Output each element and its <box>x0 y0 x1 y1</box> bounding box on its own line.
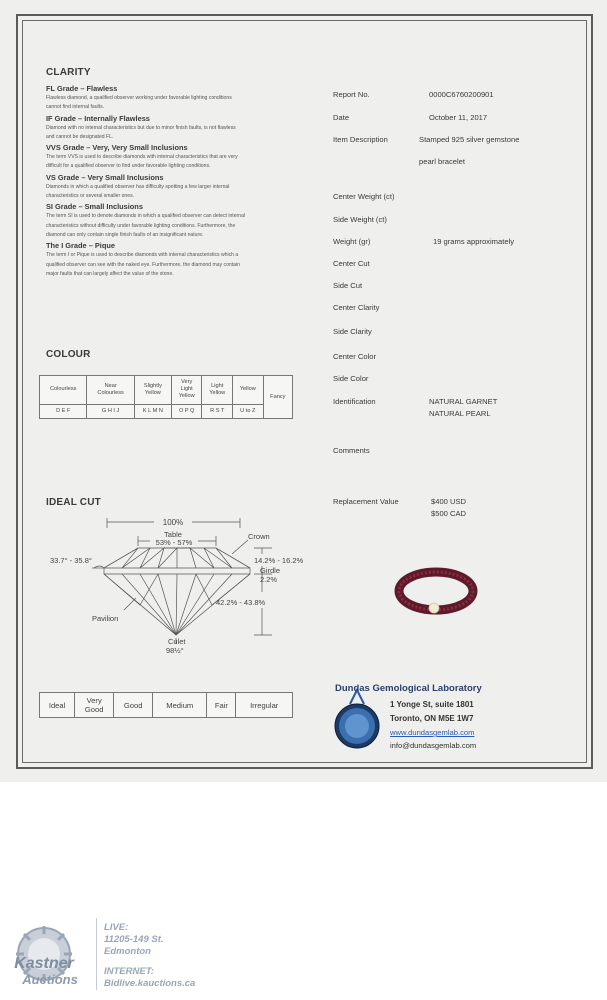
clarity-grade-description: Diamonds in which a qualified observer has difficulty spotting a few larger internal <box>46 183 230 190</box>
colour-name: Light <box>180 386 193 393</box>
report-label: Side Cut <box>333 281 363 290</box>
report-value: October 11, 2017 <box>429 113 488 122</box>
footer-internet-label: INTERNET: <box>104 966 154 977</box>
clarity-grade-list <box>46 82 296 279</box>
clarity-grade-heading: SI Grade – Small Inclusions <box>46 202 143 212</box>
clarity-grade-heading: FL Grade – Flawless <box>46 84 118 93</box>
clarity-grade-heading: IF Grade – Internally Flawless <box>46 113 150 123</box>
report-value-secondary: NATURAL PEARL <box>429 409 491 418</box>
cut-grade-label: Ideal <box>48 700 66 710</box>
colour-name: Yellow <box>239 386 256 393</box>
clarity-grade-description: diamond can only contain single finish faults of an insignificant nature. <box>46 231 204 238</box>
lab-email: info@dundasgemlab.com <box>390 741 477 750</box>
report-value-secondary: $500 CAD <box>431 509 467 518</box>
girdle-label: Girdle <box>260 566 281 575</box>
colour-cell <box>40 376 87 405</box>
clarity-title: CLARITY <box>46 67 91 78</box>
cut-grade-cell <box>75 693 114 718</box>
colour-cell <box>263 376 292 419</box>
cut-grade-cell <box>153 693 207 718</box>
bracelet-photo <box>394 566 478 616</box>
report-label: Comments <box>333 446 370 455</box>
colour-range: G H I J <box>87 404 134 418</box>
lab-address-2: Toronto, ON M5E 1W7 <box>390 714 474 723</box>
cut-grade-cell <box>207 693 236 718</box>
clarity-grade-heading: The I Grade – Pique <box>46 241 115 251</box>
report-label: Side Color <box>333 374 369 383</box>
colour-name: Yellow <box>209 389 226 396</box>
clarity-grade-heading: VVS Grade – Very, Very Small Inclusions <box>46 143 188 153</box>
colour-cell <box>87 376 134 405</box>
clarity-grade-description: Flawless diamond, a qualified observer working under favorable lighting conditions <box>46 95 232 101</box>
clarity-grade-description: and cannot be designated FL. <box>46 133 114 140</box>
crown-height-label: 14.2% - 16.2% <box>254 556 304 565</box>
colour-name: Colourless <box>49 386 77 393</box>
report-value: NATURAL GARNET <box>429 397 498 406</box>
colour-range: D E F <box>40 404 87 418</box>
kastner-auctions-logo <box>4 922 96 992</box>
table-label: Table <box>164 530 182 539</box>
cut-grade-label: Fair <box>214 700 228 710</box>
footer-live-city: Edmonton <box>104 946 151 957</box>
crown-label: Crown <box>248 532 270 541</box>
clarity-grade-description: The term SI is used to denote diamonds in which a qualified observer can detect internal <box>46 213 246 220</box>
colour-cell <box>134 376 171 405</box>
report-label: Center Clarity <box>333 303 380 312</box>
crown-angle-label: 33.7° - 35.8° <box>50 556 92 565</box>
report-label: Identification <box>333 397 376 406</box>
report-label: Side Clarity <box>333 327 372 336</box>
report-value: Stamped 925 silver gemstone <box>419 135 520 144</box>
cut-grade-label: Good <box>84 705 104 714</box>
report-label: Replacement Value <box>333 497 399 506</box>
cut-grade-row <box>40 693 293 718</box>
footer-live-label: LIVE: <box>104 922 129 933</box>
colour-cell <box>171 376 202 405</box>
colour-scale-table <box>39 375 293 419</box>
clarity-grade-description: cannot find internal faults. <box>46 104 105 111</box>
report-label: Report No. <box>333 90 370 99</box>
report-value: $400 USD <box>431 497 467 506</box>
report-value: 0000C6760200901 <box>429 90 494 99</box>
pavilion-label: Pavilion <box>92 614 119 623</box>
report-value: 19 grams approximately <box>433 237 515 246</box>
report-label: Center Cut <box>333 259 370 268</box>
report-label: Weight (gr) <box>333 237 371 246</box>
colour-name: Slightly <box>143 382 162 389</box>
colour-name-row <box>40 376 293 405</box>
clarity-grade-description: qualified observer can see with the naked eye. Furthermore, the diamond may contain <box>46 261 240 268</box>
ideal-cut-title: IDEAL CUT <box>46 497 101 508</box>
table-100-label: 100% <box>162 518 184 527</box>
cut-grade-table <box>39 692 293 718</box>
lab-name: Dundas Gemological Laboratory <box>335 683 482 694</box>
table-range-label: 53% - 57% <box>155 538 193 547</box>
colour-range: K L M N <box>134 404 171 418</box>
svg-text:Auctions: Auctions <box>22 972 78 987</box>
report-label: Center Weight (ct) <box>333 192 395 201</box>
clarity-grade-description: The term I or Pique is used to describe diamonds with internal characteristics which a <box>46 252 239 259</box>
colour-name: Very <box>181 379 193 386</box>
colour-name: Yellow <box>144 389 161 396</box>
report-label: Center Color <box>333 352 377 361</box>
pavilion-depth-label: 42.2% - 43.8% <box>216 598 266 607</box>
svg-text:Kastner: Kastner <box>14 955 74 972</box>
cut-grade-label: Good <box>123 700 143 710</box>
footer-internet-url[interactable]: Bidlive.kauctions.ca <box>104 978 196 989</box>
colour-name: Colourless <box>97 389 124 396</box>
colour-name: Fancy <box>270 393 286 400</box>
colour-name: Near <box>104 382 117 389</box>
report-value-secondary: pearl bracelet <box>419 157 466 166</box>
report-label: Date <box>333 113 350 122</box>
lab-address-1: 1 Yonge St, suite 1801 <box>390 700 474 709</box>
colour-range-row <box>40 404 293 418</box>
pearl <box>429 603 439 613</box>
colour-cell <box>202 376 233 405</box>
cut-grade-cell <box>114 693 153 718</box>
colour-range: R S T <box>202 404 233 418</box>
colour-name: Yellow <box>178 393 195 400</box>
footer-divider <box>96 918 97 990</box>
culet-value-label: 98½° <box>166 646 184 655</box>
clarity-grade-description: Diamond with no internal characteristics but due to minor finish faults, is not flawless <box>46 124 236 131</box>
clarity-grade-description: difficult for a qualified observer to find under favorable lighting conditions. <box>46 163 211 170</box>
cut-grade-label: Very <box>86 696 102 705</box>
cut-grade-cell <box>236 693 293 718</box>
report-label: Side Weight (ct) <box>333 215 387 224</box>
colour-range: U to Z <box>233 404 264 418</box>
cut-grade-cell <box>40 693 75 718</box>
colour-cell <box>233 376 264 405</box>
report-label: Item Description <box>333 135 388 144</box>
cut-grade-label: Medium <box>166 700 194 710</box>
clarity-grade-description: characteristics without difficulty under favorable lighting conditions. Furthermore, the <box>46 222 236 229</box>
colour-name: Light <box>211 382 224 389</box>
lab-website-link[interactable]: www.dundasgemlab.com <box>390 728 475 737</box>
culet-label: Culet <box>168 637 186 646</box>
lab-seal-icon <box>332 688 382 750</box>
cut-grade-label: Irregular <box>250 700 279 710</box>
clarity-grade-heading: VS Grade – Very Small Inclusions <box>46 172 164 182</box>
clarity-grade-description: The term VVS is used to describe diamonds with internal characteristics that are very <box>46 154 238 161</box>
clarity-grade-description: characteristics or several smaller ones. <box>46 193 135 200</box>
colour-range: O P Q <box>171 404 202 418</box>
clarity-grade-description: major faults that can largely affect the value of the stone. <box>46 270 174 277</box>
girdle-pct-label: 2.2% <box>260 575 278 584</box>
colour-title: COLOUR <box>46 349 91 360</box>
diamond-cut-diagram <box>40 510 310 660</box>
footer-live-address: 11205-149 St. <box>104 934 164 945</box>
